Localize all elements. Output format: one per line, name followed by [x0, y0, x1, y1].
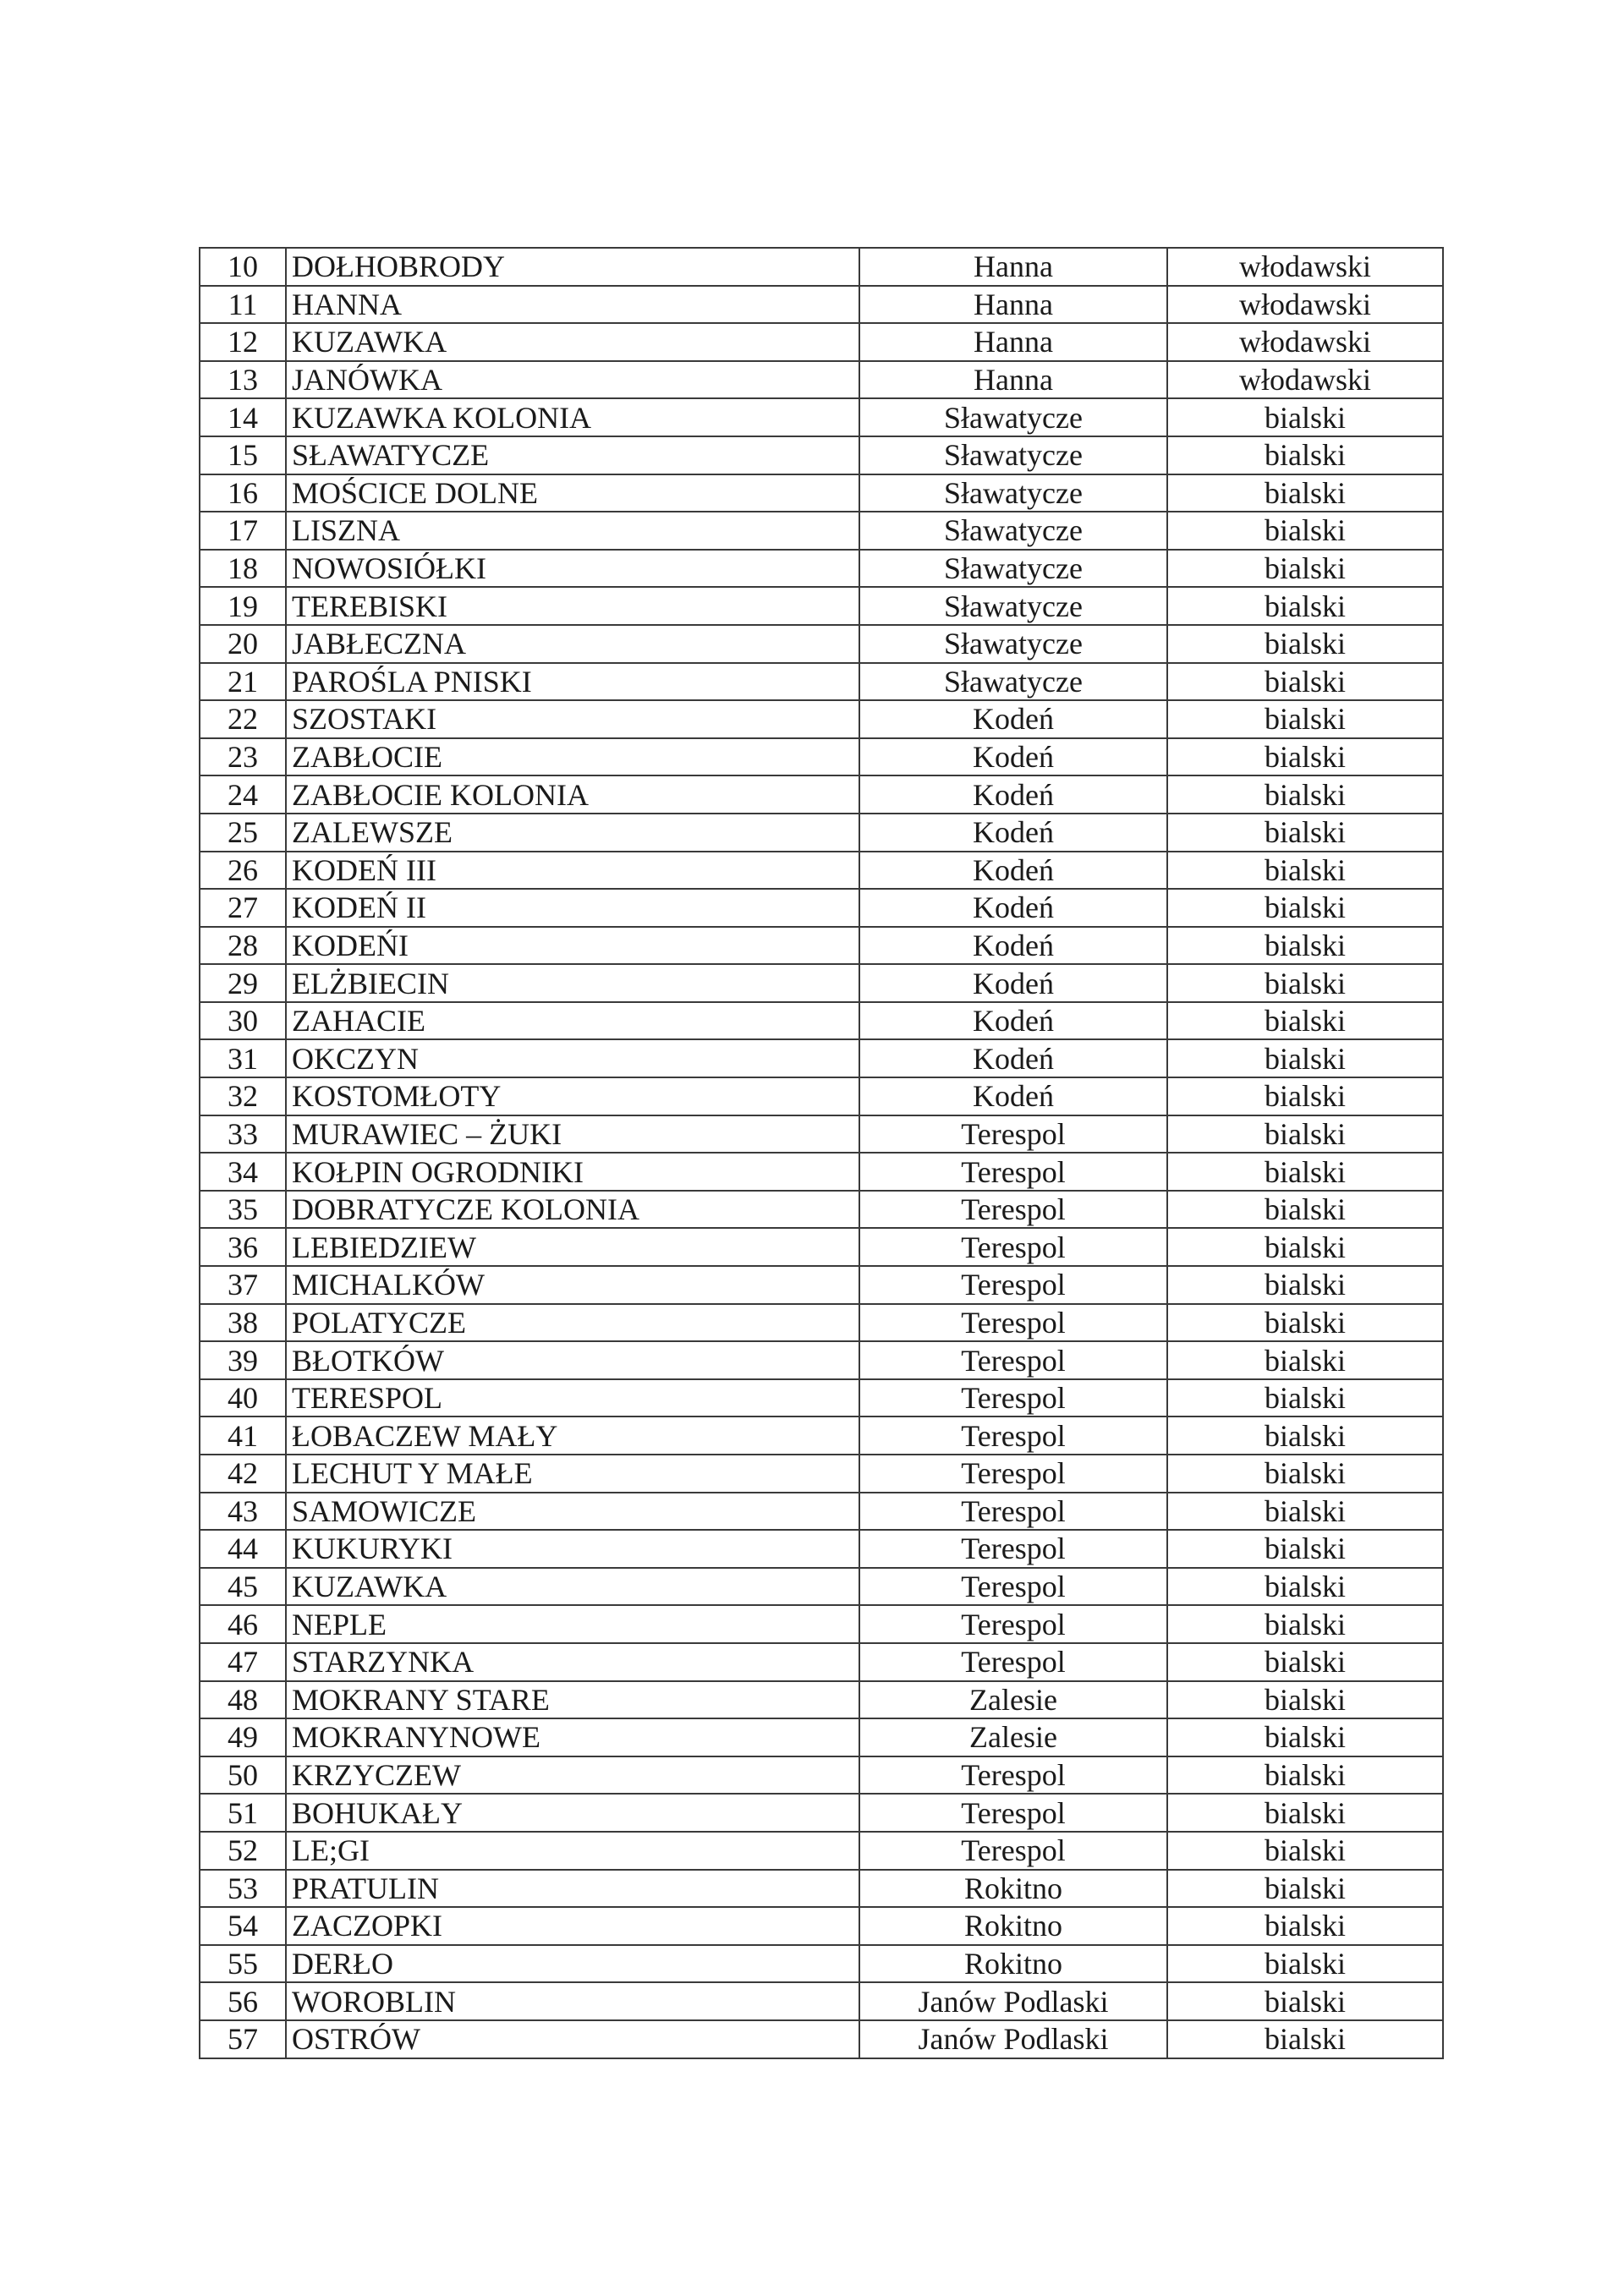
commune-cell: Janów Podlaski [859, 1982, 1167, 2020]
row-number-cell: 23 [200, 738, 286, 776]
commune-cell: Kodeń [859, 927, 1167, 965]
county-cell: bialski [1167, 1907, 1443, 1945]
locality-name-cell: TEREBISKI [286, 587, 859, 625]
commune-cell: Zalesie [859, 1718, 1167, 1756]
locality-name-cell: NOWOSIÓŁKI [286, 550, 859, 588]
table-row [200, 1832, 1443, 1870]
locality-name-cell: TERESPOL [286, 1379, 859, 1417]
row-number-cell: 42 [200, 1455, 286, 1493]
row-number-cell: 33 [200, 1115, 286, 1153]
table-row [200, 1605, 1443, 1643]
locality-name-cell: KUKURYKI [286, 1530, 859, 1568]
locality-name-cell: BŁOTKÓW [286, 1341, 859, 1379]
row-number-cell: 45 [200, 1568, 286, 1606]
commune-cell: Zalesie [859, 1681, 1167, 1719]
county-cell: bialski [1167, 1832, 1443, 1870]
locality-name-cell: KRZYCZEW [286, 1756, 859, 1795]
county-cell: bialski [1167, 1605, 1443, 1643]
locality-name-cell: ELŻBIECIN [286, 964, 859, 1002]
row-number-cell: 43 [200, 1493, 286, 1531]
county-cell: bialski [1167, 550, 1443, 588]
county-cell: bialski [1167, 1530, 1443, 1568]
county-cell: bialski [1167, 1718, 1443, 1756]
commune-cell: Sławatycze [859, 587, 1167, 625]
county-cell: bialski [1167, 398, 1443, 436]
row-number-cell: 29 [200, 964, 286, 1002]
locality-name-cell: MOŚCICE DOLNE [286, 474, 859, 512]
locality-name-cell: SŁAWATYCZE [286, 436, 859, 474]
table-body [200, 248, 1443, 2058]
county-cell: bialski [1167, 1681, 1443, 1719]
commune-cell: Rokitno [859, 1870, 1167, 1908]
row-number-cell: 41 [200, 1417, 286, 1455]
county-cell: włodawski [1167, 286, 1443, 324]
table-row [200, 1870, 1443, 1908]
locality-name-cell: DOBRATYCZE KOLONIA [286, 1191, 859, 1229]
table-row [200, 927, 1443, 965]
commune-cell: Terespol [859, 1228, 1167, 1266]
commune-cell: Kodeń [859, 738, 1167, 776]
table-row [200, 436, 1443, 474]
locality-name-cell: ZAHACIE [286, 1002, 859, 1040]
row-number-cell: 54 [200, 1907, 286, 1945]
county-cell: bialski [1167, 1982, 1443, 2020]
row-number-cell: 35 [200, 1191, 286, 1229]
commune-cell: Kodeń [859, 1077, 1167, 1115]
row-number-cell: 13 [200, 361, 286, 399]
county-cell: bialski [1167, 625, 1443, 663]
commune-cell: Hanna [859, 323, 1167, 361]
county-cell: bialski [1167, 436, 1443, 474]
locality-name-cell: KODEŃI [286, 927, 859, 965]
county-cell: bialski [1167, 474, 1443, 512]
commune-cell: Terespol [859, 1455, 1167, 1493]
commune-cell: Kodeń [859, 814, 1167, 852]
row-number-cell: 28 [200, 927, 286, 965]
locality-name-cell: KODEŃ III [286, 852, 859, 890]
table-row [200, 663, 1443, 701]
table-row [200, 1568, 1443, 1606]
commune-cell: Terespol [859, 1153, 1167, 1191]
table-row [200, 1907, 1443, 1945]
commune-cell: Sławatycze [859, 663, 1167, 701]
row-number-cell: 31 [200, 1039, 286, 1077]
commune-cell: Sławatycze [859, 550, 1167, 588]
county-cell: bialski [1167, 1304, 1443, 1342]
locality-name-cell: KUZAWKA KOLONIA [286, 398, 859, 436]
commune-cell: Terespol [859, 1568, 1167, 1606]
county-cell: bialski [1167, 1191, 1443, 1229]
commune-cell: Terespol [859, 1304, 1167, 1342]
commune-cell: Sławatycze [859, 625, 1167, 663]
table-row [200, 625, 1443, 663]
row-number-cell: 40 [200, 1379, 286, 1417]
locality-name-cell: PAROŚLA PNISKI [286, 663, 859, 701]
county-cell: bialski [1167, 587, 1443, 625]
row-number-cell: 49 [200, 1718, 286, 1756]
row-number-cell: 30 [200, 1002, 286, 1040]
table-row [200, 323, 1443, 361]
locality-table [199, 247, 1444, 2059]
commune-cell: Terespol [859, 1417, 1167, 1455]
row-number-cell: 53 [200, 1870, 286, 1908]
table-row [200, 1455, 1443, 1493]
row-number-cell: 12 [200, 323, 286, 361]
row-number-cell: 11 [200, 286, 286, 324]
commune-cell: Kodeń [859, 1039, 1167, 1077]
row-number-cell: 37 [200, 1266, 286, 1304]
row-number-cell: 15 [200, 436, 286, 474]
table-row [200, 814, 1443, 852]
locality-name-cell: MOKRANY STARE [286, 1681, 859, 1719]
table-row [200, 1191, 1443, 1229]
row-number-cell: 18 [200, 550, 286, 588]
table-row [200, 1341, 1443, 1379]
county-cell: bialski [1167, 1077, 1443, 1115]
commune-cell: Kodeń [859, 889, 1167, 927]
locality-name-cell: MURAWIEC – ŻUKI [286, 1115, 859, 1153]
locality-name-cell: SZOSTAKI [286, 700, 859, 738]
commune-cell: Hanna [859, 361, 1167, 399]
commune-cell: Rokitno [859, 1945, 1167, 1983]
locality-name-cell: JANÓWKA [286, 361, 859, 399]
locality-name-cell: ZACZOPKI [286, 1907, 859, 1945]
table-row [200, 587, 1443, 625]
row-number-cell: 26 [200, 852, 286, 890]
commune-cell: Hanna [859, 286, 1167, 324]
county-cell: bialski [1167, 1341, 1443, 1379]
commune-cell: Terespol [859, 1379, 1167, 1417]
row-number-cell: 19 [200, 587, 286, 625]
row-number-cell: 24 [200, 775, 286, 814]
row-number-cell: 51 [200, 1794, 286, 1832]
row-number-cell: 34 [200, 1153, 286, 1191]
county-cell: bialski [1167, 814, 1443, 852]
table-row [200, 1115, 1443, 1153]
county-cell: bialski [1167, 775, 1443, 814]
table-row [200, 1379, 1443, 1417]
locality-name-cell: MICHALKÓW [286, 1266, 859, 1304]
commune-cell: Sławatycze [859, 436, 1167, 474]
commune-cell: Terespol [859, 1643, 1167, 1681]
table-row [200, 1153, 1443, 1191]
table-row [200, 1982, 1443, 2020]
county-cell: bialski [1167, 1870, 1443, 1908]
locality-name-cell: STARZYNKA [286, 1643, 859, 1681]
county-cell: bialski [1167, 2020, 1443, 2058]
county-cell: bialski [1167, 1794, 1443, 1832]
row-number-cell: 14 [200, 398, 286, 436]
table-row [200, 1077, 1443, 1115]
row-number-cell: 27 [200, 889, 286, 927]
locality-name-cell: KUZAWKA [286, 323, 859, 361]
county-cell: bialski [1167, 1153, 1443, 1191]
table-row [200, 1039, 1443, 1077]
row-number-cell: 36 [200, 1228, 286, 1266]
table-row [200, 248, 1443, 286]
row-number-cell: 46 [200, 1605, 286, 1643]
table-row [200, 1530, 1443, 1568]
locality-name-cell: DOŁHOBRODY [286, 248, 859, 286]
commune-cell: Terespol [859, 1794, 1167, 1832]
table-row [200, 1794, 1443, 1832]
row-number-cell: 22 [200, 700, 286, 738]
commune-cell: Rokitno [859, 1907, 1167, 1945]
county-cell: włodawski [1167, 248, 1443, 286]
locality-name-cell: WOROBLIN [286, 1982, 859, 2020]
county-cell: bialski [1167, 1379, 1443, 1417]
table-row [200, 1266, 1443, 1304]
locality-name-cell: OKCZYN [286, 1039, 859, 1077]
commune-cell: Hanna [859, 248, 1167, 286]
table-row [200, 852, 1443, 890]
commune-cell: Kodeń [859, 775, 1167, 814]
row-number-cell: 47 [200, 1643, 286, 1681]
row-number-cell: 32 [200, 1077, 286, 1115]
locality-name-cell: POLATYCZE [286, 1304, 859, 1342]
commune-cell: Kodeń [859, 964, 1167, 1002]
locality-name-cell: BOHUKAŁY [286, 1794, 859, 1832]
row-number-cell: 55 [200, 1945, 286, 1983]
commune-cell: Kodeń [859, 700, 1167, 738]
commune-cell: Terespol [859, 1530, 1167, 1568]
county-cell: bialski [1167, 852, 1443, 890]
county-cell: bialski [1167, 1756, 1443, 1795]
commune-cell: Kodeń [859, 1002, 1167, 1040]
commune-cell: Terespol [859, 1191, 1167, 1229]
commune-cell: Janów Podlaski [859, 2020, 1167, 2058]
locality-name-cell: JABŁECZNA [286, 625, 859, 663]
table-row [200, 286, 1443, 324]
locality-name-cell: LECHUT Y MAŁE [286, 1455, 859, 1493]
locality-name-cell: HANNA [286, 286, 859, 324]
county-cell: bialski [1167, 1039, 1443, 1077]
county-cell: bialski [1167, 1493, 1443, 1531]
row-number-cell: 56 [200, 1982, 286, 2020]
table-row [200, 1002, 1443, 1040]
row-number-cell: 25 [200, 814, 286, 852]
locality-name-cell: MOKRANYNOWE [286, 1718, 859, 1756]
table-row [200, 1756, 1443, 1795]
table-row [200, 889, 1443, 927]
locality-name-cell: NEPLE [286, 1605, 859, 1643]
locality-name-cell: PRATULIN [286, 1870, 859, 1908]
row-number-cell: 48 [200, 1681, 286, 1719]
locality-name-cell: LE;GI [286, 1832, 859, 1870]
row-number-cell: 39 [200, 1341, 286, 1379]
county-cell: bialski [1167, 927, 1443, 965]
locality-name-cell: KOŁPIN OGRODNIKI [286, 1153, 859, 1191]
county-cell: bialski [1167, 1643, 1443, 1681]
county-cell: bialski [1167, 1417, 1443, 1455]
county-cell: bialski [1167, 1568, 1443, 1606]
county-cell: bialski [1167, 1002, 1443, 1040]
county-cell: bialski [1167, 1266, 1443, 1304]
county-cell: włodawski [1167, 361, 1443, 399]
table-row [200, 1493, 1443, 1531]
table-row [200, 1945, 1443, 1983]
commune-cell: Sławatycze [859, 474, 1167, 512]
table-row [200, 700, 1443, 738]
commune-cell: Terespol [859, 1493, 1167, 1531]
commune-cell: Terespol [859, 1605, 1167, 1643]
table-row [200, 2020, 1443, 2058]
commune-cell: Terespol [859, 1115, 1167, 1153]
table-row [200, 1718, 1443, 1756]
row-number-cell: 17 [200, 512, 286, 550]
row-number-cell: 57 [200, 2020, 286, 2058]
table-row [200, 398, 1443, 436]
table-row [200, 775, 1443, 814]
locality-name-cell: ZABŁOCIE [286, 738, 859, 776]
county-cell: bialski [1167, 700, 1443, 738]
commune-cell: Terespol [859, 1832, 1167, 1870]
locality-name-cell: KODEŃ II [286, 889, 859, 927]
county-cell: bialski [1167, 1115, 1443, 1153]
row-number-cell: 16 [200, 474, 286, 512]
commune-cell: Sławatycze [859, 398, 1167, 436]
row-number-cell: 38 [200, 1304, 286, 1342]
locality-name-cell: KUZAWKA [286, 1568, 859, 1606]
locality-name-cell: KOSTOMŁOTY [286, 1077, 859, 1115]
county-cell: bialski [1167, 1455, 1443, 1493]
table-row [200, 1643, 1443, 1681]
commune-cell: Terespol [859, 1266, 1167, 1304]
locality-name-cell: ZABŁOCIE KOLONIA [286, 775, 859, 814]
county-cell: bialski [1167, 964, 1443, 1002]
table-row [200, 512, 1443, 550]
county-cell: bialski [1167, 738, 1443, 776]
county-cell: bialski [1167, 889, 1443, 927]
table-row [200, 1681, 1443, 1719]
locality-name-cell: LISZNA [286, 512, 859, 550]
row-number-cell: 20 [200, 625, 286, 663]
commune-cell: Kodeń [859, 852, 1167, 890]
county-cell: włodawski [1167, 323, 1443, 361]
locality-name-cell: OSTRÓW [286, 2020, 859, 2058]
row-number-cell: 21 [200, 663, 286, 701]
commune-cell: Terespol [859, 1341, 1167, 1379]
row-number-cell: 50 [200, 1756, 286, 1795]
table-row [200, 474, 1443, 512]
county-cell: bialski [1167, 663, 1443, 701]
table-row [200, 550, 1443, 588]
table-row [200, 964, 1443, 1002]
locality-name-cell: ZALEWSZE [286, 814, 859, 852]
commune-cell: Terespol [859, 1756, 1167, 1795]
county-cell: bialski [1167, 1228, 1443, 1266]
commune-cell: Sławatycze [859, 512, 1167, 550]
table-row [200, 738, 1443, 776]
locality-name-cell: SAMOWICZE [286, 1493, 859, 1531]
table-row [200, 1304, 1443, 1342]
table-row [200, 361, 1443, 399]
row-number-cell: 52 [200, 1832, 286, 1870]
row-number-cell: 44 [200, 1530, 286, 1568]
row-number-cell: 10 [200, 248, 286, 286]
county-cell: bialski [1167, 512, 1443, 550]
locality-name-cell: DERŁO [286, 1945, 859, 1983]
table-row [200, 1417, 1443, 1455]
locality-name-cell: LEBIEDZIEW [286, 1228, 859, 1266]
county-cell: bialski [1167, 1945, 1443, 1983]
table-row [200, 1228, 1443, 1266]
locality-name-cell: ŁOBACZEW MAŁY [286, 1417, 859, 1455]
